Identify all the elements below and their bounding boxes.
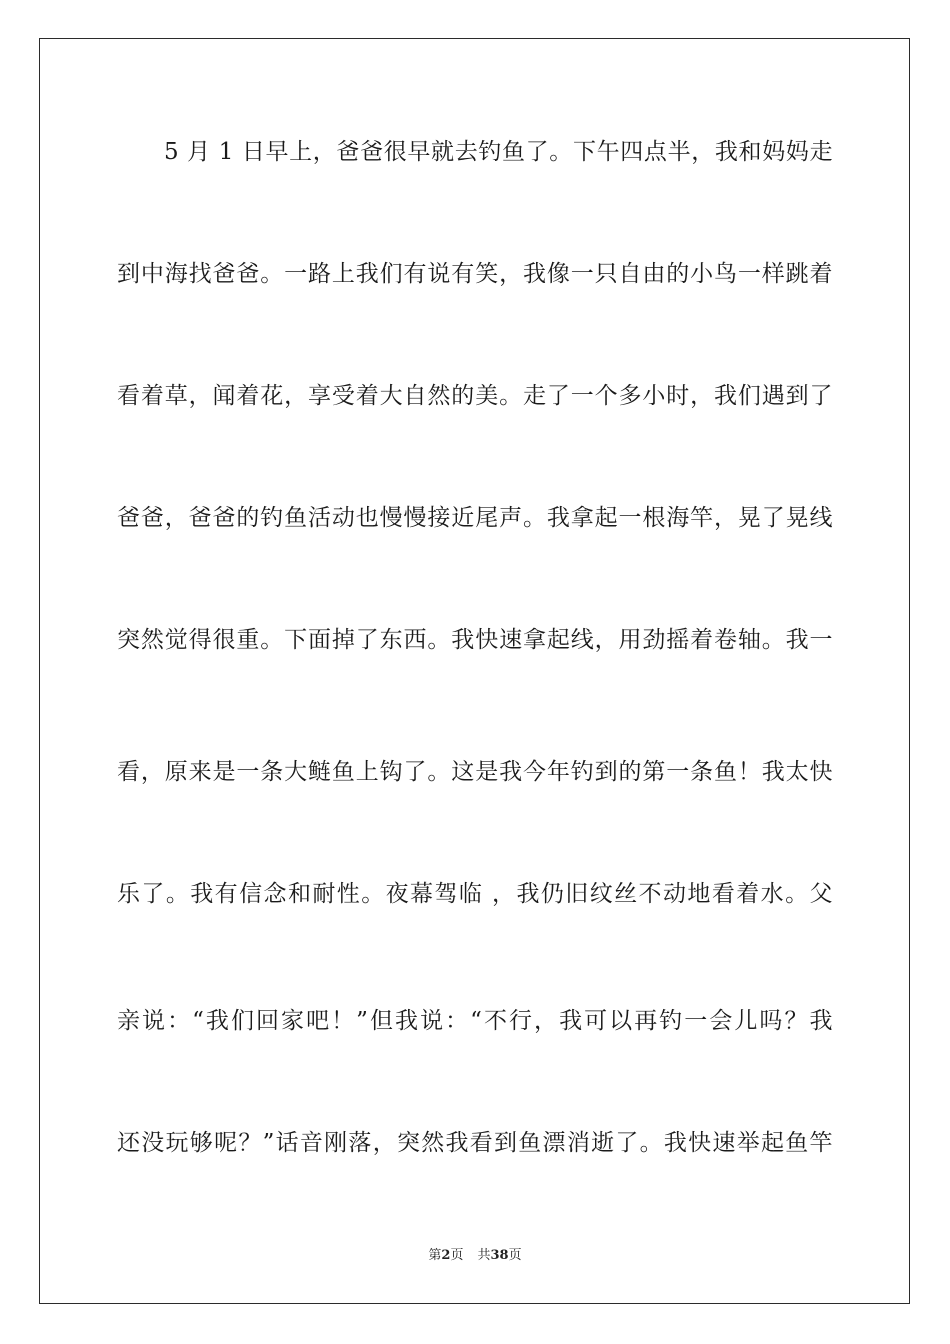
- paragraph-line-3: 看着草，闻着花，享受着大自然的美。走了一个多小时，我们遇到了: [117, 383, 833, 409]
- page-footer: [0, 1247, 950, 1265]
- page-border: [39, 38, 910, 1304]
- total-prefix: 共: [477, 1248, 491, 1263]
- paragraph-line-7: 乐了。我有信念和耐性。夜幕驾临 ，我仍旧纹丝不动地看着水。父: [117, 881, 833, 907]
- paragraph-line-4: 爸爸，爸爸的钓鱼活动也慢慢接近尾声。我拿起一根海竿，晃了晃线: [117, 505, 833, 531]
- paragraph-line-6: 看，原来是一条大鲢鱼上钩了。这是我今年钓到的第一条鱼！我太快: [117, 759, 833, 785]
- paragraph-line-5: 突然觉得很重。下面掉了东西。我快速拿起线，用劲摇着卷轴。我一: [117, 627, 833, 653]
- paragraph-line-1: 5 月 1 日早上，爸爸很早就去钓鱼了。下午四点半，我和妈妈走: [164, 139, 833, 165]
- total-suffix: 页: [508, 1248, 522, 1263]
- page-number: 2: [441, 1248, 451, 1263]
- page-suffix: 页: [450, 1248, 464, 1263]
- page-prefix: 第: [428, 1248, 442, 1263]
- paragraph-line-8: 亲说：“我们回家吧！”但我说：“不行，我可以再钓一会儿吗？我: [117, 1008, 833, 1034]
- total-pages: 38: [490, 1248, 509, 1263]
- paragraph-line-2: 到中海找爸爸。一路上我们有说有笑，我像一只自由的小鸟一样跳着: [117, 261, 833, 287]
- paragraph-line-9: 还没玩够呢？”话音刚落，突然我看到鱼漂消逝了。我快速举起鱼竿: [117, 1130, 833, 1156]
